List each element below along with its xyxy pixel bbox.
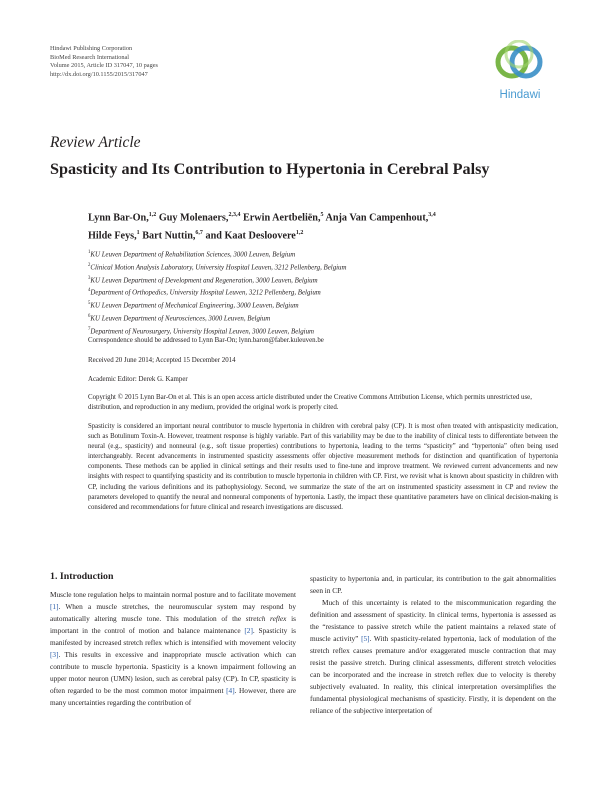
abstract: Spasticity is considered an important neural contributor to muscle hypertonia in children with cerebral palsy (CP). It is most often treated with antispasticity medication, such as Botulinum Toxin-A. However, treatment response is highly variable. Part of this variability may be due to the inability of clinical tests to differentiate between the neural (e.g., spasticity) and nonneural (e.g., soft tissue properties) contributions to hypertonia, leading to the terms “spasticity” and “hypertonia” often being used interchangeably. Recent advancements in instrumented spasticity assessments offer objective measurement methods for distinction and quantification of hypertonia components. These methods can be applied in clinical settings and their results used to fine-tune and improve treatment. We reviewed current advancements and new insights with respect to quantifying spasticity and its contribution to muscle hypertonia in children with CP. First, we revisit what is known about spasticity in children with CP, including the various definitions and its pathophysiology. Second, we summarize the state of the art on instrumented spasticity assessment in CP and review the parameters developed to quantify the neural and nonneural components of hypertonia. Lastly, the impact these quantitative parameters have on clinical decision-making is considered and recommendations for future clinical and research investigations are discussed.: [88, 423, 558, 511]
received-accepted-dates: Received 20 June 2014; Accepted 15 December 2014: [88, 357, 236, 364]
doi-link[interactable]: http://dx.doi.org/10.1155/2015/317047: [50, 71, 148, 79]
hindawi-logo-icon: [492, 40, 548, 102]
author-affiliation-ref: 2,3,4: [228, 212, 241, 218]
author-name: and Kaat Desloovere: [205, 230, 296, 242]
author-name: Lynn Bar-On,: [88, 212, 149, 224]
citation-link[interactable]: [1]: [50, 602, 59, 612]
affiliation-item: $^5$KU Leuven Department of Mechanical Engineering, 3000 Leuven, Belgium: [88, 301, 299, 310]
author-name: Erwin Aertbeliën,: [242, 212, 321, 224]
author-name: Bart Nuttin,: [142, 230, 196, 242]
body-column-right: [310, 573, 556, 717]
paragraph: Muscle tone regulation helps to maintain normal posture and to facilitate movement [1]. When a muscle stretches, the neuromuscular system may respond by automatically altering muscle tone. This modulation of the stretch reflex is important in the control of motion and balance maintenance [2]. Spasticity is manifested by increased stretch reflex which is intensified with movement velocity [3]. This results in excessive and inappropriate muscle activation which can contribute to muscle hypertonia. Spasticity is a known impairment following an upper motor neuron (UMN) lesion, such as cerebral palsy (CP). In CP, spasticity is often regarded to be the most common motor impairment [4]. However, there are many uncertainties regarding the contribution of: [50, 590, 296, 708]
citation-link[interactable]: [5]: [361, 634, 370, 644]
author-name: Anja Van Campenhout,: [325, 212, 429, 224]
article-title: Spasticity and Its Contribution to Hypertonia in Cerebral Palsy: [50, 160, 490, 178]
paragraph: Much of this uncertainty is related to the miscommunication regarding the definition and assessment of spasticity. In clinical terms, hypertonia is assessed as the “resistance to passive stretch while the patient maintains a relaxed state of muscle activity” [5]. With spasticity-related hypertonia, lack of modulation of the stretch reflex causes premature and/or exaggerated muscle contraction that may resist the passive stretch. During clinical assessments, different stretch velocities can be incorporated and the increase in stretch reflex due to velocity is thereby subjectively evaluated. In reality, this clinical interpretation oversimplifies the fundamental physiological mechanisms of spasticity. Firstly, it is dependent on the reliance of the subjective interpretation of: [310, 598, 556, 716]
author-affiliation-ref: 6,7: [195, 229, 203, 236]
affiliation-item: $^4$Department of Orthopedics, University Hospital Leuven, 3212 Pellenberg, Belgium: [88, 288, 321, 297]
logo-text: Hindawi: [499, 89, 541, 101]
correspondence-note: Correspondence should be addressed to Lynn Bar-On; lynn.baron@faber.kuleuven.be: [88, 337, 324, 344]
citation-link[interactable]: [2]: [244, 626, 253, 636]
author-name: Hilde Feys,: [88, 230, 137, 242]
paragraph: spasticity to hypertonia and, in particular, its contribution to the gait abnormalities seen in CP.: [310, 574, 556, 596]
affiliation-list: [88, 248, 558, 338]
emphasis: stretch reflex: [245, 614, 287, 624]
citation-link[interactable]: [3]: [50, 650, 59, 660]
author-affiliation-ref: 5: [320, 212, 324, 218]
author-affiliation-ref: 1,2: [148, 212, 157, 218]
author-list: [88, 208, 558, 244]
journal-line: Volume 2015, Article ID 317047, 10 pages: [50, 62, 158, 70]
publisher-info: [50, 45, 158, 80]
section-heading: 1. Introduction: [50, 571, 114, 582]
affiliation-item: $^3$KU Leuven Department of Development and Regeneration, 3000 Leuven, Belgium: [88, 275, 318, 284]
body-column-left: [50, 589, 296, 709]
citation-link[interactable]: [4]: [226, 686, 235, 696]
copyright-notice: Copyright © 2015 Lynn Bar-On et al. This is an open access article distributed under the Creative Commons Attribution License, which permits unrestricted use, distribution, and reproduction in any medium, provided the original work is properly cited.: [88, 394, 532, 411]
author-affiliation-ref: 3,4: [428, 212, 436, 218]
hindawi-logo: [492, 40, 548, 102]
author-affiliation-ref: 1: [136, 229, 140, 236]
author-name: Guy Molenaers,: [158, 212, 229, 224]
article-type: Review Article: [50, 134, 141, 151]
journal-line: Hindawi Publishing Corporation: [50, 45, 133, 52]
affiliation-item: $^6$KU Leuven Department of Neurosciences, 3000 Leuven, Belgium: [88, 313, 271, 323]
author-affiliation-ref: 1,2: [295, 229, 304, 236]
affiliation-item: $^2$Clinical Motion Analysis Laboratory, University Hospital Leuven, 3212 Pellenberg, Belgium: [88, 262, 347, 272]
academic-editor: Academic Editor: Derek G. Kamper: [88, 376, 188, 383]
affiliation-item: $^1$KU Leuven Department of Rehabilitation Sciences, 3000 Leuven, Belgium: [88, 250, 296, 259]
journal-line: BioMed Research International: [50, 53, 130, 61]
affiliation-item: $^7$Department of Neurosurgery, University Hospital Leuven, 3000 Leuven, Belgium: [88, 326, 314, 336]
